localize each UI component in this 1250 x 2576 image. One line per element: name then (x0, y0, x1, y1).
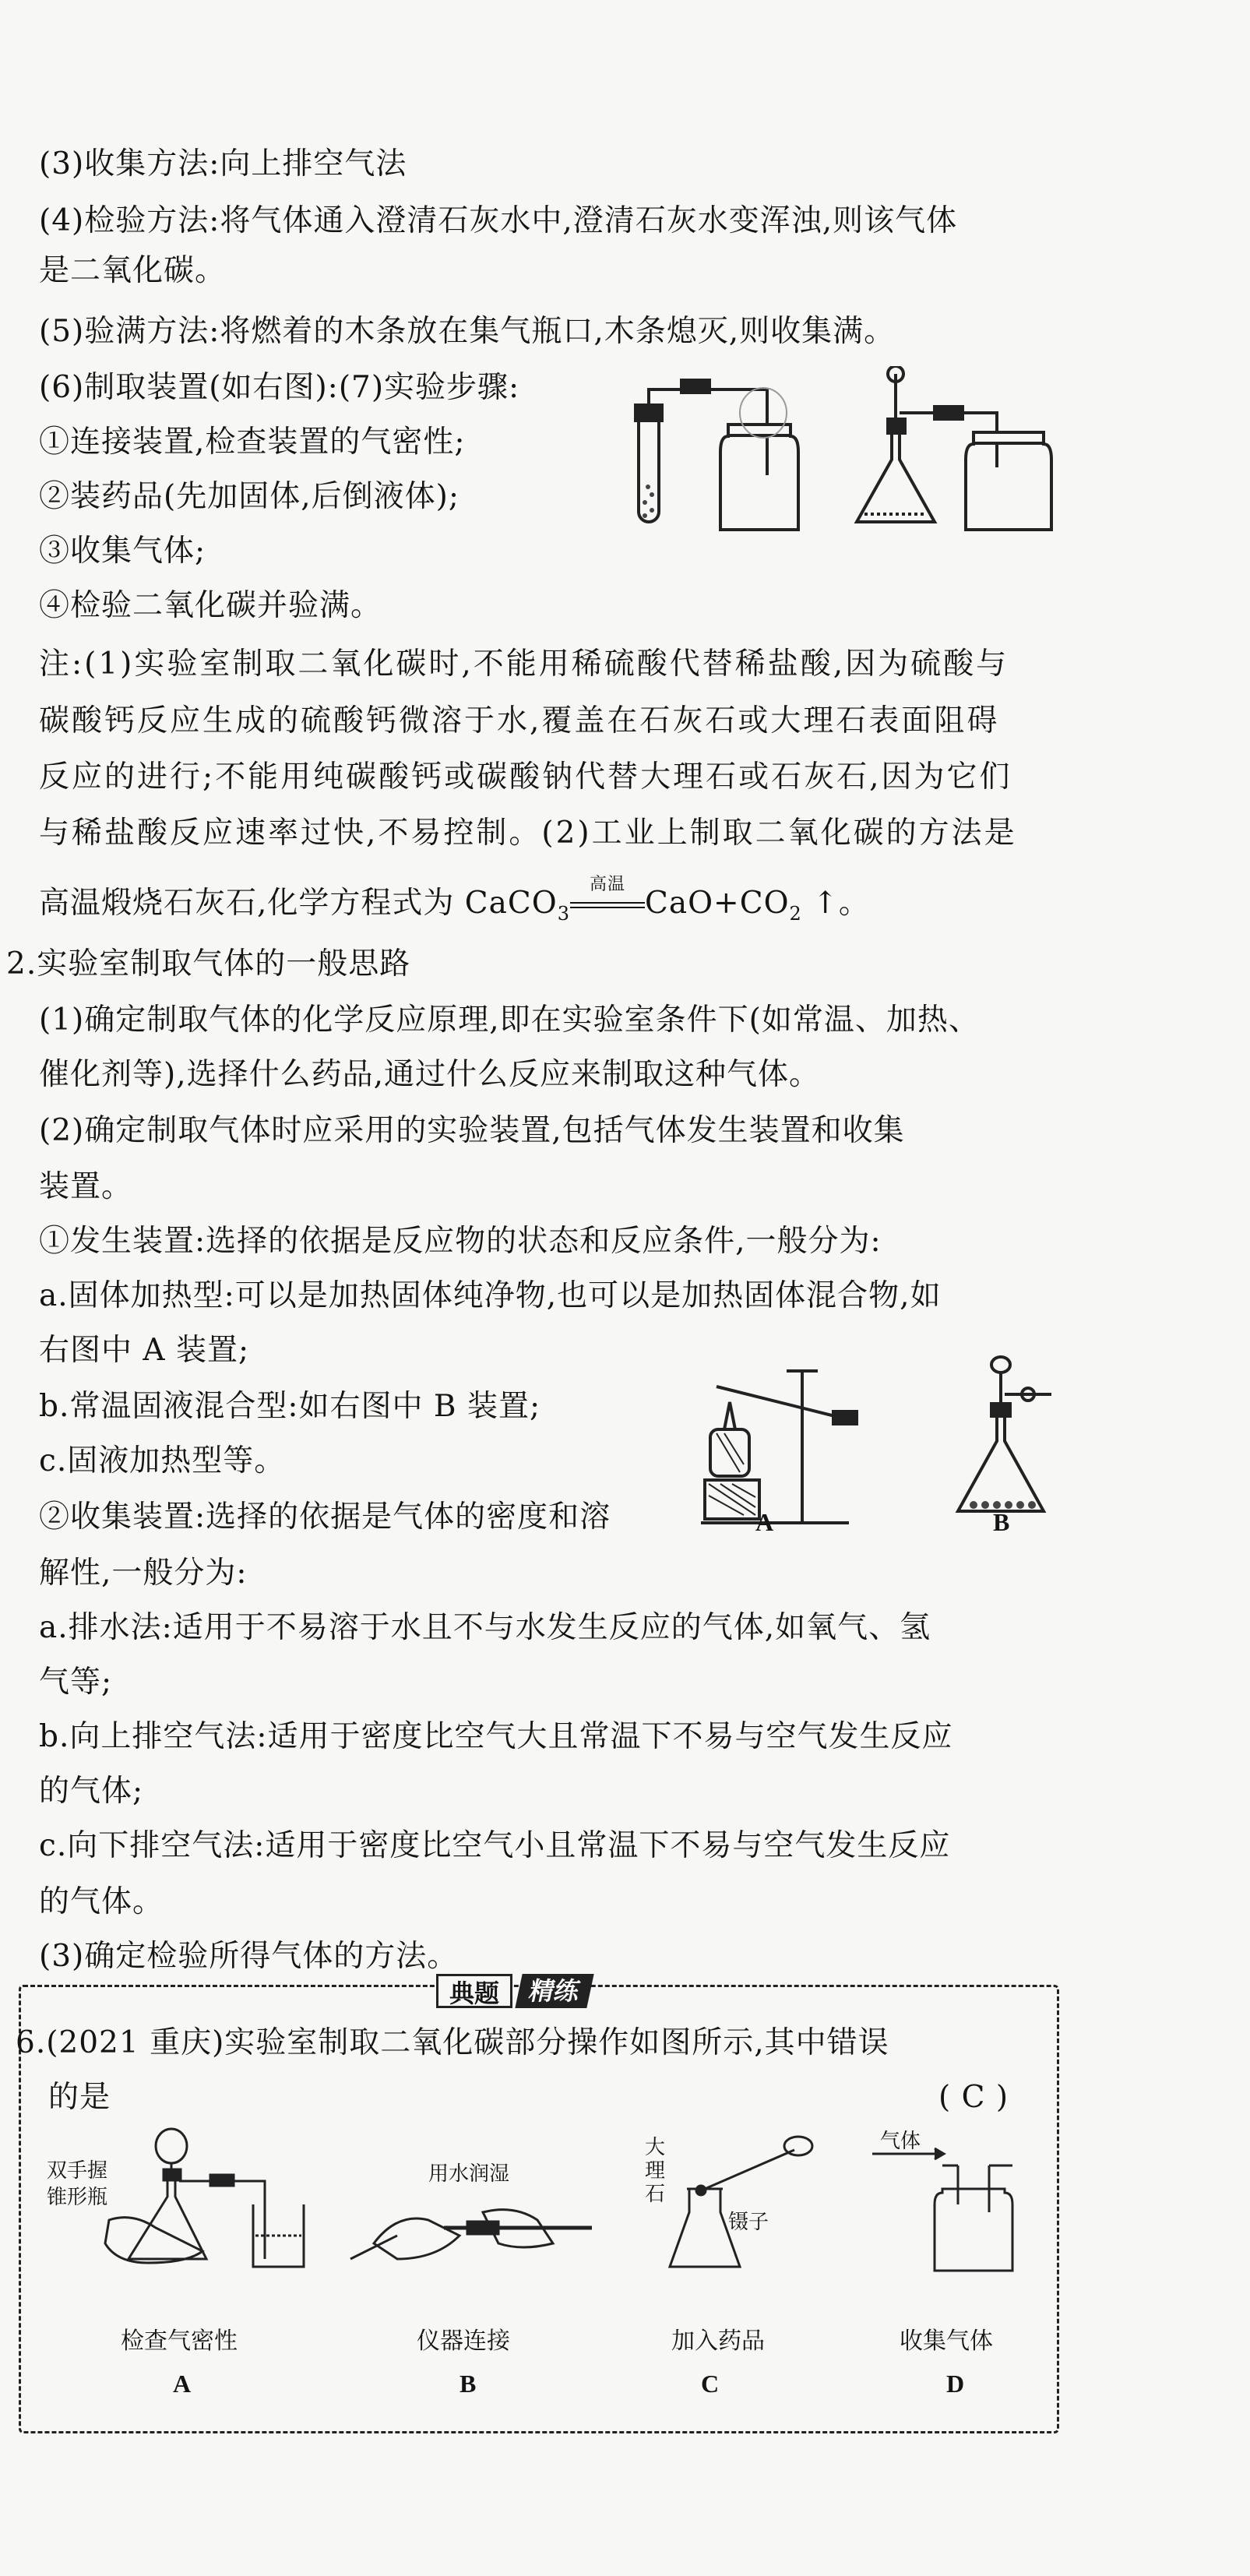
text-line: 装置。 (39, 1169, 133, 1204)
text-line: ②装药品(先加固体,后倒液体); (39, 479, 460, 514)
panel-b-illustration (343, 2134, 600, 2267)
panel-a-letter: A (173, 2370, 192, 2398)
note-line: 碳酸钙反应生成的硫酸钙微溶于水,覆盖在石灰石或大理石表面阻碍 (39, 703, 1000, 738)
panel-c-caption: 加入药品 (671, 2328, 765, 2355)
equation-prefix: 高温煅烧石灰石,化学方程式为 (39, 886, 465, 921)
apparatus-figure-2 (701, 1355, 1067, 1535)
text-line: (4)检验方法:将气体通入澄清石灰水中,澄清石灰水变浑浊,则该气体 (39, 203, 958, 238)
exercise-tag (436, 1974, 590, 2008)
text-line: b.常温固液混合型:如右图中 B 装置; (39, 1389, 541, 1424)
figure-label-b: B (993, 1508, 1010, 1536)
text-line: (5)验满方法:将燃着的木条放在集气瓶口,木条熄灭,则收集满。 (39, 314, 896, 349)
text-line: (2)确定制取气体时应采用的实验装置,包括气体发生装置和收集 (39, 1113, 905, 1148)
tag-practice: 精练 (515, 1974, 593, 2008)
panel-d-illustration (857, 2119, 1036, 2275)
panel-d-annotation: 气体 (880, 2130, 921, 2153)
text-line: 的气体; (39, 1774, 144, 1809)
tag-typical: 典题 (436, 1974, 512, 2008)
text-line: ③收集气体; (39, 534, 206, 569)
text-line: b.向上排空气法:适用于密度比空气大且常温下不易与空气发生反应 (39, 1719, 953, 1754)
text-line: a.固体加热型:可以是加热固体纯净物,也可以是加热固体混合物,如 (39, 1278, 942, 1313)
text-line: c.向下排空气法:适用于密度比空气小且常温下不易与空气发生反应 (39, 1828, 951, 1863)
text-line: ②收集装置:选择的依据是气体的密度和溶 (39, 1499, 611, 1535)
text-line: 右图中 A 装置; (39, 1333, 250, 1368)
text-line: ④检验二氧化碳并验满。 (39, 588, 382, 623)
note-line: 反应的进行;不能用纯碳酸钙或碳酸钠代替大理石或石灰石,因为它们 (39, 759, 1012, 795)
section-heading: 2.实验室制取气体的一般思路 (6, 946, 411, 981)
text-line: 是二氧化碳。 (39, 253, 227, 288)
panel-a-annotation: 双手握 锥形瓶 (47, 2159, 108, 2209)
apparatus-figure-1 (631, 366, 1083, 537)
equation-line: 高温煅烧石灰石,化学方程式为 CaCO$_3$ 高温 $CaO+CO_2$ ↑。 (39, 875, 870, 925)
text-line: 解性,一般分为: (39, 1556, 248, 1591)
equation-reactant-sub: 3 (557, 902, 570, 925)
text-line: (3)收集方法:向上排空气法 (39, 146, 407, 181)
panel-b-annotation: 用水润湿 (428, 2162, 510, 2186)
text-line: 的气体。 (39, 1884, 164, 1919)
panel-c-letter: C (701, 2370, 720, 2398)
panel-c-illustration (639, 2119, 818, 2275)
panel-a-illustration (47, 2127, 312, 2275)
panel-a-caption: 检查气密性 (121, 2328, 238, 2355)
note-line: 注:(1)实验室制取二氧化碳时,不能用稀硫酸代替稀盐酸,因为硫酸与 (39, 647, 1009, 682)
equation-condition: 高温 (570, 882, 645, 925)
text-line: a.排水法:适用于不易溶于水且不与水发生反应的气体,如氧气、氢 (39, 1610, 931, 1645)
panel-c-annotation: 大 理 石 (645, 2136, 666, 2206)
text-line: 催化剂等),选择什么药品,通过什么反应来制取这种气体。 (39, 1057, 821, 1092)
panel-c-annotation-2: 镊子 (728, 2211, 769, 2234)
panel-d-caption: 收集气体 (900, 2328, 993, 2355)
text-line: (1)确定制取气体的化学反应原理,即在实验室条件下(如常温、加热、 (39, 1003, 980, 1038)
panel-b-caption: 仪器连接 (417, 2328, 510, 2355)
text-line: c.固液加热型等。 (39, 1443, 286, 1478)
text-line: ①连接装置,检查装置的气密性; (39, 425, 466, 460)
panel-d-letter: D (946, 2370, 965, 2398)
question-text: 的是 (48, 2080, 111, 2115)
text-line: (3)确定检验所得气体的方法。 (39, 1939, 459, 1974)
gas-arrow: ↑ (812, 886, 839, 921)
answer: ( C ) (938, 2080, 1009, 2115)
text-line: 气等; (39, 1665, 113, 1700)
equation-reactant: CaCO (464, 886, 558, 921)
text-line: (6)制取装置(如右图):(7)实验步骤: (39, 370, 520, 405)
equation-product-sub: 2 (789, 902, 802, 925)
panel-b-letter: B (460, 2370, 477, 2398)
text-line: ①发生装置:选择的依据是反应物的状态和反应条件,一般分为: (39, 1224, 882, 1259)
question-text: 6.(2021 重庆)实验室制取二氧化碳部分操作如图所示,其中错误 (16, 2025, 889, 2060)
figure-label-a: A (755, 1508, 774, 1536)
note-line: 与稀盐酸反应速率过快,不易控制。(2)工业上制取二氧化碳的方法是 (39, 816, 1017, 851)
equation-product: CaO+CO (644, 886, 790, 921)
